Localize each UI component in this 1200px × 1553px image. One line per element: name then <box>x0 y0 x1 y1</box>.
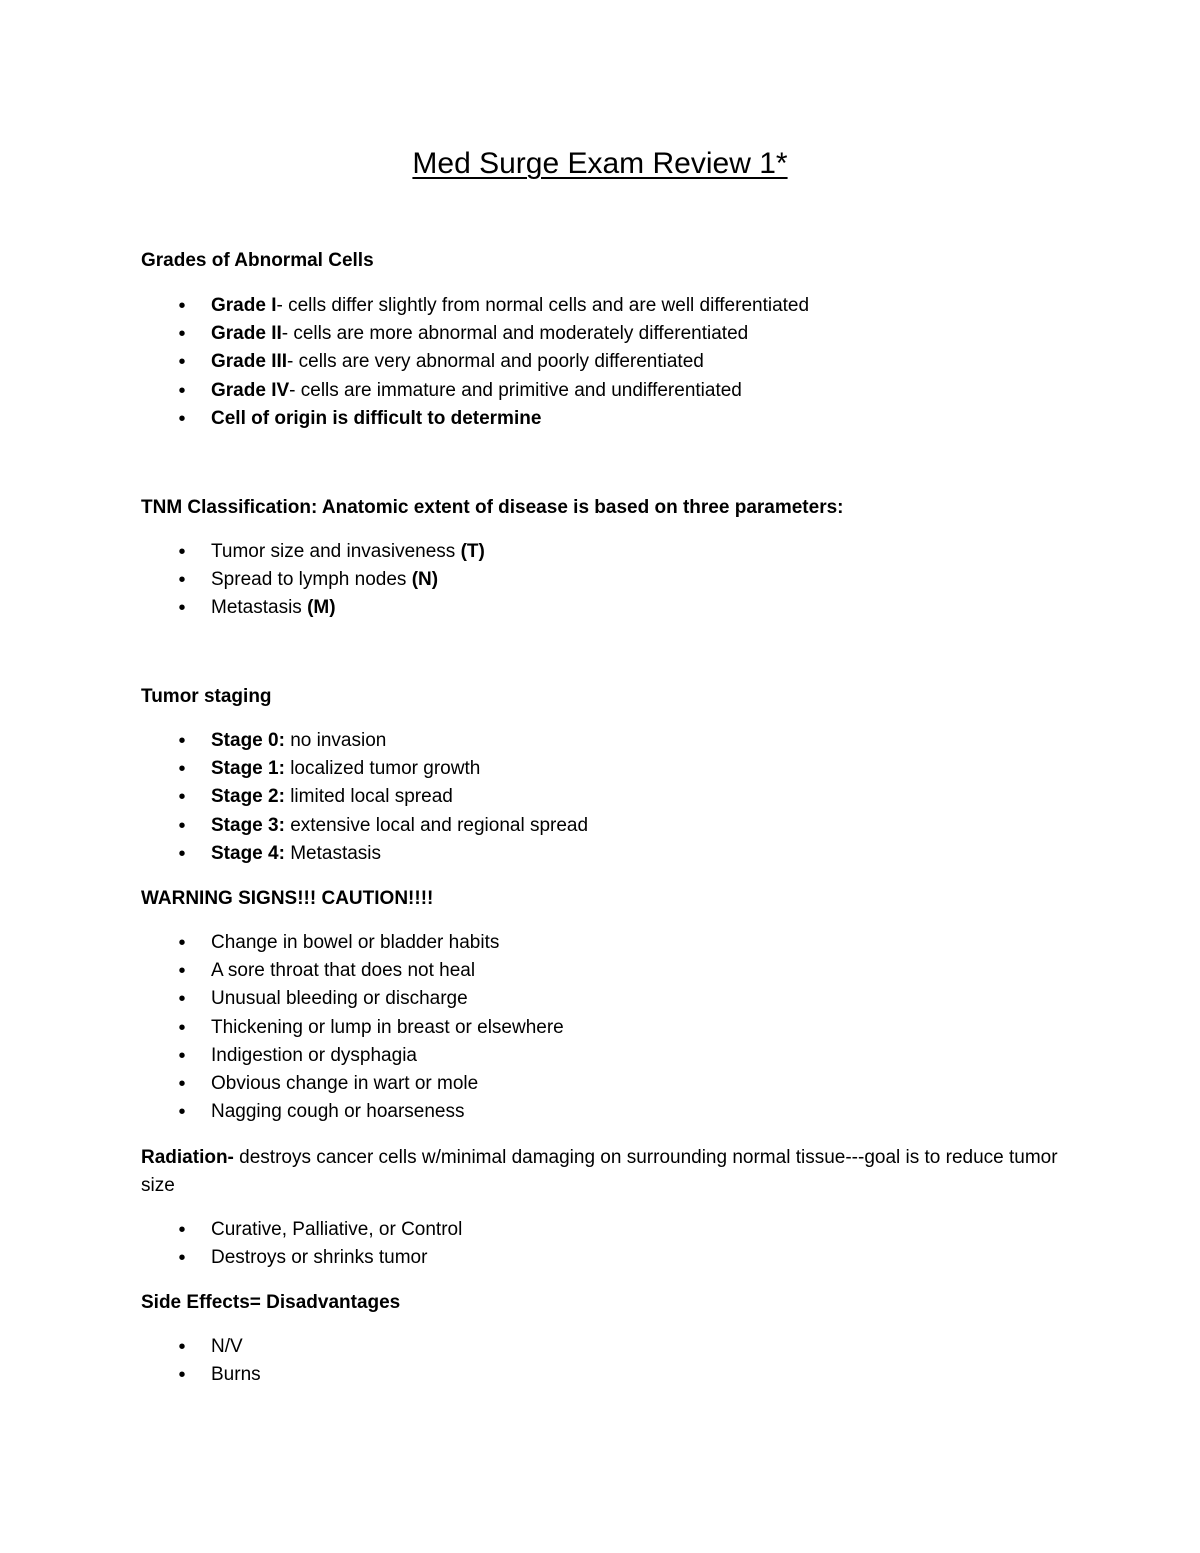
warning-heading: WARNING SIGNS!!! CAUTION!!!! <box>141 888 434 909</box>
bullet-icon <box>176 755 188 784</box>
bullet-icon <box>176 783 188 812</box>
list-item: • Stage 2: limited local spread <box>0 783 1000 811</box>
side-effects-heading: Side Effects= Disadvantages <box>141 1292 401 1313</box>
list-item: • Obvious change in wart or mole <box>0 1070 1000 1098</box>
bullet-icon <box>176 840 188 869</box>
bullet-icon <box>176 348 188 377</box>
list-item: • Stage 4: Metastasis <box>0 840 1000 868</box>
bullet-icon <box>176 1361 188 1390</box>
bullet-icon <box>176 1014 188 1043</box>
staging-heading: Tumor staging <box>141 686 272 707</box>
list-item: • Cell of origin is difficult to determine <box>0 405 1000 433</box>
bullet-icon <box>176 292 188 321</box>
bullet-icon <box>176 320 188 349</box>
list-item: • Grade II- cells are more abnormal and moderately differentiated <box>0 320 1000 348</box>
bullet-icon <box>176 957 188 986</box>
bullet-icon <box>176 1333 188 1362</box>
staging-list <box>0 727 1000 868</box>
bullet-icon <box>176 1070 188 1099</box>
bullet-icon <box>176 929 188 958</box>
list-item: • Destroys or shrinks tumor <box>0 1244 1000 1272</box>
warning-list <box>0 929 1000 1126</box>
bullet-icon <box>176 566 188 595</box>
bullet-icon <box>176 1098 188 1127</box>
bullet-icon <box>176 377 188 406</box>
radiation-paragraph <box>141 1144 1061 1200</box>
side-effects-list <box>0 1333 1000 1389</box>
tnm-heading: TNM Classification: Anatomic extent of disease is based on three parameters: <box>141 497 844 518</box>
list-item: • Curative, Palliative, or Control <box>0 1216 1000 1244</box>
bullet-icon <box>176 1216 188 1245</box>
list-item: • Metastasis (M) <box>0 594 1000 622</box>
bullet-icon <box>176 1244 188 1273</box>
list-item: • Grade III- cells are very abnormal and poorly differentiated <box>0 348 1000 376</box>
list-item: • N/V <box>0 1333 1000 1361</box>
list-item: • Thickening or lump in breast or elsewhere <box>0 1014 1000 1042</box>
grades-list <box>0 292 1000 433</box>
list-item: • Burns <box>0 1361 1000 1389</box>
list-item: • Spread to lymph nodes (N) <box>0 566 1000 594</box>
bullet-icon <box>176 1042 188 1071</box>
page-title: Med Surge Exam Review 1* <box>412 147 788 180</box>
bullet-icon <box>176 812 188 841</box>
list-item: • Stage 3: extensive local and regional spread <box>0 812 1000 840</box>
radiation-list <box>0 1216 1000 1272</box>
bullet-icon <box>176 538 188 567</box>
grades-heading: Grades of Abnormal Cells <box>141 250 374 271</box>
list-item: • Change in bowel or bladder habits <box>0 929 1000 957</box>
list-item: • Stage 0: no invasion <box>0 727 1000 755</box>
radiation-text: destroys cancer cells w/minimal damaging on surrounding normal tissue---goal is to reduce tumor size <box>141 1147 1058 1196</box>
bullet-icon <box>176 594 188 623</box>
list-item: • Nagging cough or hoarseness <box>0 1098 1000 1126</box>
list-item: • Indigestion or dysphagia <box>0 1042 1000 1070</box>
list-item: • Unusual bleeding or discharge <box>0 985 1000 1013</box>
list-item: • Stage 1: localized tumor growth <box>0 755 1000 783</box>
bullet-icon <box>176 985 188 1014</box>
tnm-list <box>0 538 1000 623</box>
list-item: • Grade IV- cells are immature and primitive and undifferentiated <box>0 377 1000 405</box>
list-item: • Grade I- cells differ slightly from normal cells and are well differentiated <box>0 292 1000 320</box>
radiation-label: Radiation- <box>141 1147 234 1168</box>
list-item: • Tumor size and invasiveness (T) <box>0 538 1000 566</box>
bullet-icon <box>176 727 188 756</box>
bullet-icon <box>176 405 188 434</box>
list-item: • A sore throat that does not heal <box>0 957 1000 985</box>
